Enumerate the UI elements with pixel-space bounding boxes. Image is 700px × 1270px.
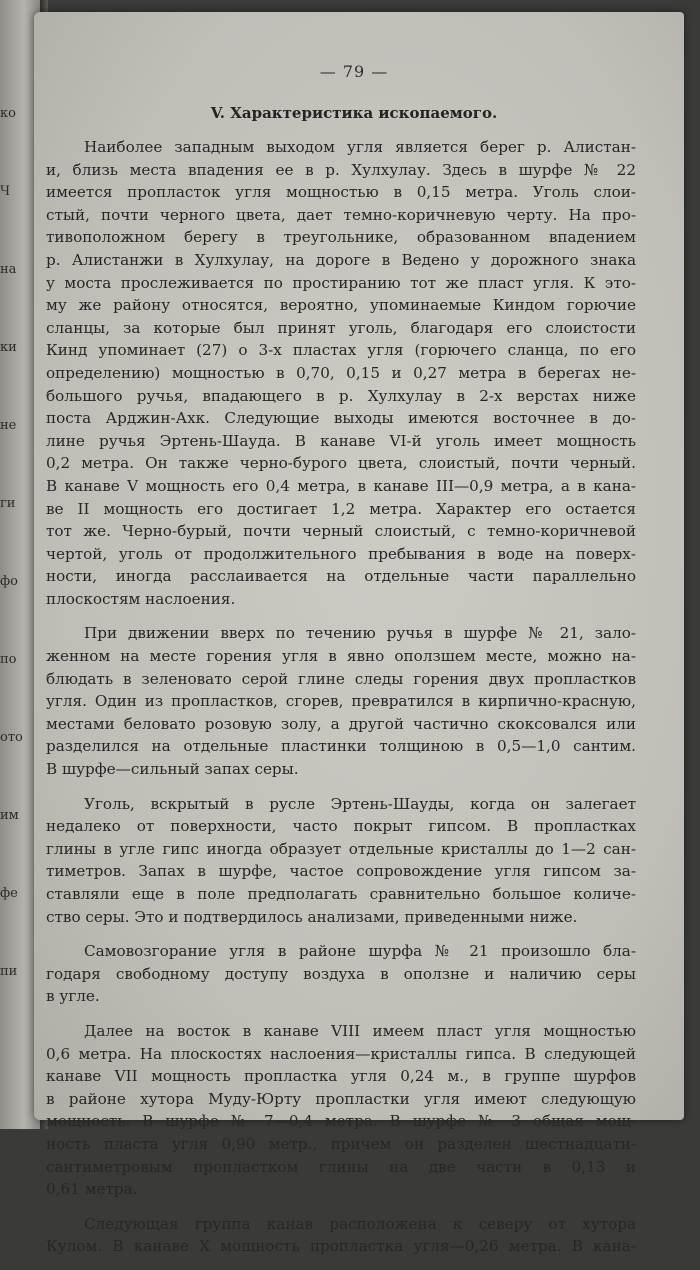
text-line: р. Алистанжи в Хулхулау, на дороге в Ведено у дорожного знака	[46, 250, 636, 269]
text-line: Следующая группа канав расположена к северу от хутора	[84, 1214, 636, 1233]
text-line: ставляли еще в поле предполагать сравнительно большое количе-	[46, 885, 636, 903]
text-line: у моста прослеживается по простиранию тот же пласт угля. К это-	[46, 273, 636, 292]
text-line: лине ручья Эртень-Шауда. В канаве VI-й уголь имеет мощность	[46, 431, 636, 450]
text-line: большого ручья, впадающего в р. Хулхулау в 2-х верстах ниже	[46, 386, 636, 405]
body-text	[46, 136, 636, 1270]
text-line: местами беловато розовую золу, а другой частично скоксовался или	[46, 714, 636, 733]
facing-page-fragment: Ч	[0, 184, 11, 199]
book-page	[34, 12, 684, 1256]
text-line: ство серы. Это и подтвердилось анализами, приведенными ниже.	[46, 907, 578, 926]
text-line: поста Арджин-Ахк. Следующие выходы имеются восточнее в до-	[46, 409, 636, 428]
paragraph	[46, 940, 636, 1008]
text-line: В канаве V мощность его 0,4 метра, в канаве III—0,9 метра, а в кана-	[46, 476, 636, 495]
text-line: Наиболее западным выходом угля является берег р. Алистан-	[84, 138, 636, 156]
text-line: в угле.	[46, 987, 100, 1006]
text-line: плоскостям наслоения.	[46, 589, 236, 608]
paragraph	[46, 1213, 636, 1258]
text-line: женном на месте горения угля в явно оползшем месте, можно на-	[46, 647, 636, 666]
text-line: ность пласта угля 0,90 метр., причем он разделен шестнадцати-	[46, 1134, 636, 1153]
facing-page-fragment: ги	[0, 496, 16, 511]
text-line: блюдать в зеленовато серой глине следы горения двух пропластков	[46, 669, 636, 688]
text-line: Уголь, вскрытый в русле Эртень-Шауды, когда он залегает	[84, 794, 636, 813]
text-line: При движении вверх по течению ручья в шурфе № 21, зало-	[84, 624, 636, 643]
facing-page-fragment: на	[0, 262, 17, 277]
page-number: — 79 —	[319, 62, 389, 81]
paragraph	[46, 136, 636, 610]
text-line: определению) мощностью в 0,70, 0,15 и 0,27 метра в берегах не-	[46, 363, 636, 382]
paragraph	[46, 622, 636, 780]
text-line: сантиметровым пропластком глины на две части в 0,13 и	[46, 1157, 636, 1176]
facing-page-fragment: ко	[0, 106, 16, 121]
text-line: тиметров. Запах в шурфе, частое сопровождение угля гипсом за-	[46, 862, 636, 881]
text-line: 0,61 метра.	[46, 1180, 138, 1199]
paragraph	[46, 1020, 636, 1201]
text-line: Далее на восток в канаве VIII имеем пласт угля мощностью	[84, 1021, 636, 1040]
text-line: 0,2 метра. Он также черно-бурого цвета, слоистый, почти черный.	[46, 454, 636, 473]
text-line: разделился на отдельные пластинки толщиною в 0,5—1,0 сантим.	[46, 737, 636, 756]
text-line: тот же. Черно-бурый, почти черный слоистый, с темно-коричневой	[46, 522, 636, 541]
facing-page-fragment: ки	[0, 340, 17, 355]
section-heading: V. Характеристика ископаемого.	[210, 104, 498, 122]
paragraph	[46, 793, 636, 929]
text-line: 0,6 метра. На плоскостях наслоения—кристаллы гипса. В следующей	[46, 1044, 636, 1063]
text-line: в районе хутора Муду-Юрту пропластки угля имеют следующую	[46, 1089, 636, 1108]
facing-page-fragment: фе	[0, 886, 18, 901]
text-line: ности, иногда расслаивается на отдельные части параллельно	[46, 567, 636, 586]
text-line: сланцы, за которые был принят уголь, благодаря его слоистости	[46, 318, 636, 337]
text-line: стый, почти черного цвета, дает темно-коричневую черту. На про-	[46, 205, 636, 224]
facing-page-fragment: не	[0, 418, 17, 433]
text-line: годаря свободному доступу воздуха в оползне и наличию серы	[46, 964, 636, 983]
facing-page-fragment: им	[0, 808, 19, 823]
text-line: имеется пропласток угля мощностью в 0,15 метра. Уголь слои-	[46, 183, 636, 202]
facing-page-fragment: фо	[0, 574, 19, 589]
text-line: В шурфе—сильный запах серы.	[46, 760, 299, 779]
text-line: угля. Один из пропластков, сгорев, превратился в кирпично-красную,	[46, 692, 636, 711]
facing-page-fragment: пи	[0, 964, 18, 979]
facing-page-fragment: ото	[0, 730, 23, 745]
facing-page-fragment: по	[0, 652, 17, 667]
text-line: Кинд упоминает (27) о 3-х пластах угля (горючего сланца, по его	[46, 341, 636, 360]
text-line: Самовозгорание угля в районе шурфа № 21 произошло бла-	[84, 942, 636, 961]
text-line: тивоположном берегу в треугольнике, образованном впадением	[46, 228, 636, 247]
text-line: ве II мощность его достигает 1,2 метра. Характер его остается	[46, 499, 636, 518]
text-line: мощность. В шурфе № 7—0,4 метра. В шурфе № 3 общая мощ-	[46, 1112, 636, 1131]
text-line: недалеко от поверхности, часто покрыт гипсом. В пропластках	[46, 817, 636, 836]
text-line: и, близь места впадения ее в р. Хулхулау. Здесь в шурфе № 22	[46, 160, 636, 179]
text-line: глины в угле гипс иногда образует отдельные кристаллы до 1—2 сан-	[46, 839, 636, 858]
text-line: Кулом. В канаве X мощность пропластка угля—0,26 метра. В кана-	[46, 1237, 636, 1256]
text-line: канаве VII мощность пропластка угля 0,24 м., в группе шурфов	[46, 1067, 636, 1086]
text-line: чертой, уголь от продолжительного пребывания в воде на поверх-	[46, 544, 636, 563]
text-line: му же району относятся, вероятно, упоминаемые Киндом горючие	[46, 296, 636, 315]
